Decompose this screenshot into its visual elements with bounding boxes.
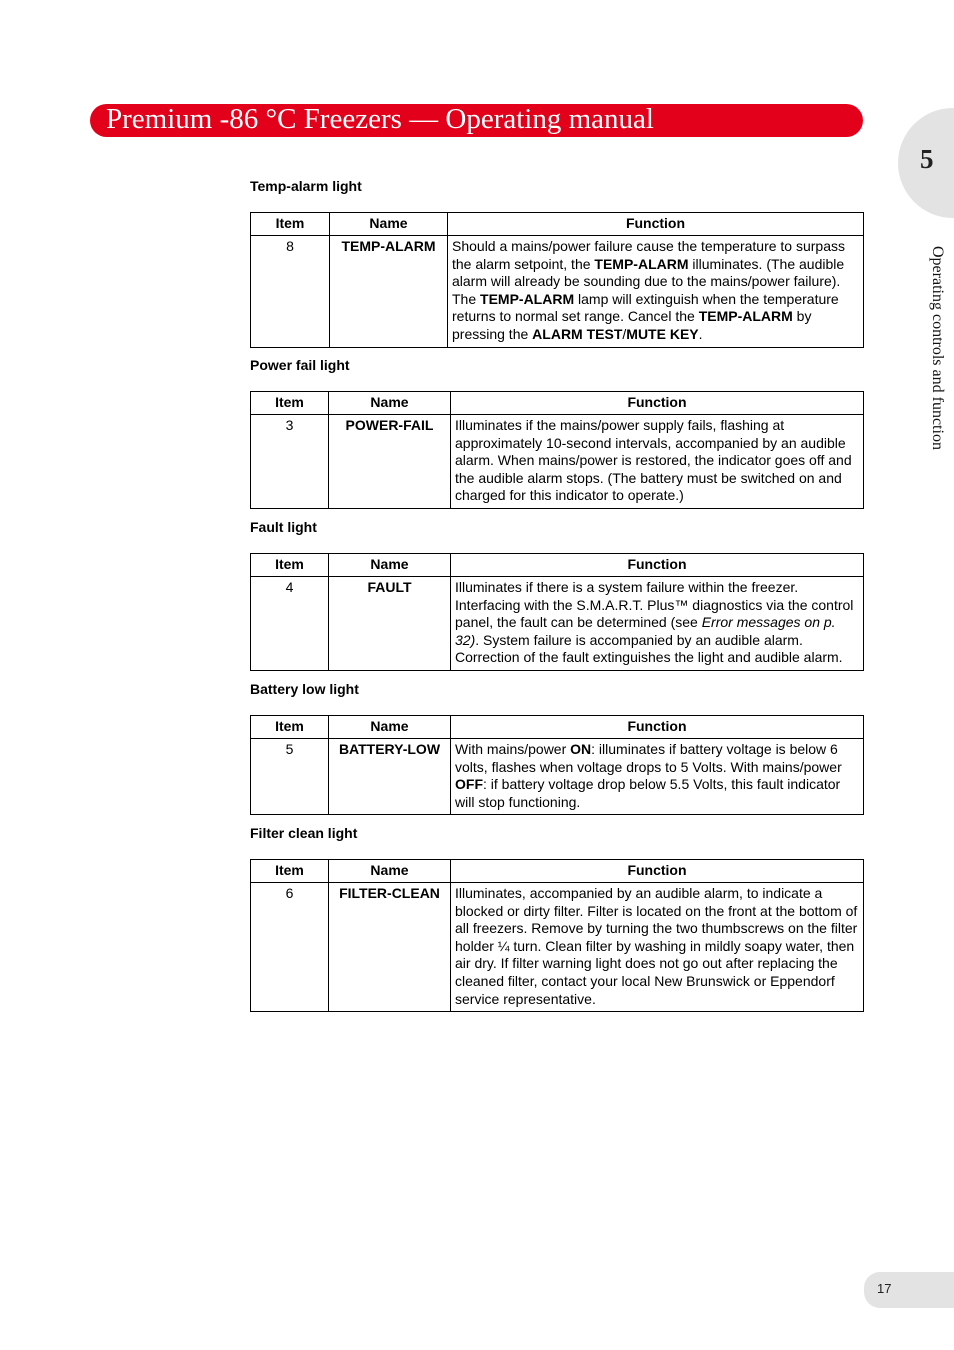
header-item: Item [251,392,329,415]
table-row [251,577,864,671]
table-battery-low [250,715,864,815]
section-heading-power-fail: Power fail light [250,357,350,373]
chapter-number: 5 [920,144,934,174]
table-power-fail [250,391,864,509]
header-function: Function [451,392,864,415]
section-heading-temp-alarm: Temp-alarm light [250,178,362,194]
header-item: Item [251,554,329,577]
page-number: 17 [877,1281,892,1296]
header-name: Name [329,860,451,883]
header-item: Item [251,860,329,883]
chapter-title: Operating controls and function [929,246,946,450]
light-name: FAULT [329,577,451,671]
document-title: Premium -86 °C Freezers — Operating manual [106,103,654,135]
light-name: POWER-FAIL [329,415,451,509]
cross-reference: Error messages on p. 32) [455,614,836,648]
header-name: Name [330,213,448,236]
header-name: Name [329,716,451,739]
table-header-row [251,554,864,577]
item-number: 4 [251,577,329,671]
header-function: Function [448,213,864,236]
function-description: Illuminates if the mains/power supply fails, flashing at approximately 10-second intervals, accompanied by an audible alarm. When mains/power is restored, the indicator goes off and the audible alarm stops. (The battery must be switched on and charged for this indicator to operate.) [451,415,864,509]
item-number: 6 [251,883,329,1012]
light-name: FILTER-CLEAN [329,883,451,1012]
header-function: Function [451,716,864,739]
table-header-row [251,213,864,236]
table-header-row [251,860,864,883]
table-row [251,415,864,509]
section-heading-fault: Fault light [250,519,317,535]
table-row [251,236,864,348]
table-filter-clean [250,859,864,1012]
table-header-row [251,392,864,415]
table-fault [250,553,864,671]
header-function: Function [451,860,864,883]
header-name: Name [329,392,451,415]
item-number: 3 [251,415,329,509]
section-heading-battery-low: Battery low light [250,681,359,697]
table-temp-alarm [250,212,864,348]
table-row [251,883,864,1012]
header-function: Function [451,554,864,577]
header-item: Item [251,716,329,739]
table-row [251,739,864,815]
light-name: BATTERY-LOW [329,739,451,815]
header-name: Name [329,554,451,577]
function-description: Should a mains/power failure cause the temperature to surpass the alarm setpoint, the TEMP-ALARM illuminates. (The audible alarm will already be sounding due to the mains/power failure). The TEMP-ALARM lamp will extinguish when the temperature returns to normal set range. Cancel the TEMP-ALARM by pressing the ALARM TEST/MUTE KEY. [448,236,864,348]
header-banner [90,104,863,137]
item-number: 5 [251,739,329,815]
section-heading-filter-clean: Filter clean light [250,825,358,841]
light-name: TEMP-ALARM [330,236,448,348]
table-header-row [251,716,864,739]
function-description: With mains/power ON: illuminates if battery voltage is below 6 volts, flashes when voltage drops to 5 Volts. With mains/power OFF: if battery voltage drop below 5.5 Volts, this fault indicator will stop functioning. [451,739,864,815]
header-item: Item [251,213,330,236]
item-number: 8 [251,236,330,348]
function-description: Illuminates if there is a system failure within the freezer. Interfacing with the S.M.A.R.T. Plus™ diagnostics via the control panel, the fault can be determined (see Error messages on p. 32). System failure is accompanied by an audible alarm. Correction of the fault extinguishes the light and audible alarm. [451,577,864,671]
function-description: Illuminates, accompanied by an audible alarm, to indicate a blocked or dirty filter. Filter is located on the front at the bottom of all freezers. Remove by turning the two thumbscrews on the filter holder ¼ turn. Clean filter by washing in mildly soapy water, then air dry. If filter warning light does not go out after replacing the cleaned filter, contact your local New Brunswick or Eppendorf service representative. [451,883,864,1012]
